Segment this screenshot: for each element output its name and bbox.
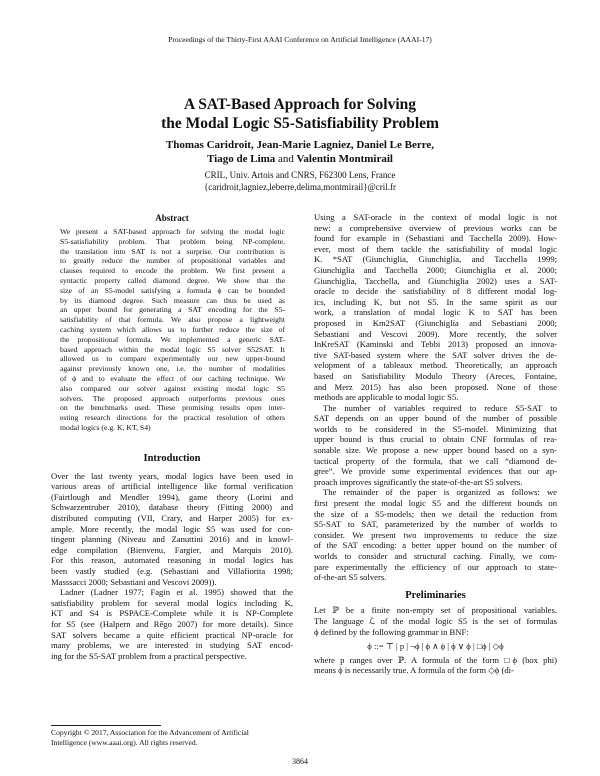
text-line: distributed computing (VII, Crary, and Harper 2005) for ex- bbox=[51, 512, 293, 523]
text-line: satisfiability of that formula. We also propose a lightweight bbox=[60, 315, 285, 325]
text-line: consider. We present two improvements to reduce the size bbox=[314, 529, 557, 540]
title-line-2: the Modal Logic S5-Satisfiability Problem bbox=[161, 115, 439, 132]
text-line: InKreSAT (Kaminski and Tebbi 2013) proposed an innova- bbox=[314, 339, 557, 350]
text-line: edge compilation (Bienvenu, Fargier, and Marquis 2010). bbox=[51, 544, 293, 555]
text-line: Let ℙ be a finite non-empty set of propositional variables. bbox=[314, 605, 557, 616]
text-line: on the benchmarks used. These promising results open inter- bbox=[60, 403, 285, 413]
paper-title bbox=[0, 95, 600, 133]
text-line: pare experimentally the efficiency of our approach to state- bbox=[314, 561, 557, 572]
footnote-rule bbox=[51, 725, 161, 726]
text-line: tive SAT-based system where the SAT solver drives the de- bbox=[314, 349, 557, 360]
copyright-notice bbox=[51, 728, 293, 747]
text-line: S5-satisfiability problem. That problem being NP-complete, bbox=[60, 236, 285, 246]
text-line: many problems, we are interested in studying SAT encod- bbox=[51, 640, 293, 651]
text-line: Giunchiglia, Tacchella, and Giunchiglia 2002) uses a SAT- bbox=[314, 275, 557, 286]
text-line: oracle to decide the satisfiability of 8 different modal log- bbox=[314, 286, 557, 297]
right-paragraph-1 bbox=[314, 212, 557, 403]
text-line: for S5 (see (Halpern and Rêgo 2007) for more details). Since bbox=[51, 618, 293, 629]
text-line: We present a SAT-based approach for solving the modal logic bbox=[60, 227, 285, 236]
text-line: Giunchiglia and Tacchella 2000; Giunchiglia et al. 2000; bbox=[314, 264, 557, 275]
right-column bbox=[314, 212, 557, 676]
text-line: also compared our solver against existing modal logic S5 bbox=[60, 383, 285, 393]
text-line: KT and S4 is PSPACE-Complete while it is NP-Complete bbox=[51, 608, 293, 619]
text-line: to greatly reduce the number of propositional variables and bbox=[60, 256, 285, 266]
text-line: by its diamond degree. Such measure can thus be used as bbox=[60, 295, 285, 305]
copyright-line-2: Intelligence (www.aaai.org). All rights reserved. bbox=[51, 737, 198, 747]
text-line: an upper bound for generating a SAT encoding for the S5- bbox=[60, 305, 285, 315]
text-line: tactical property of the formula, that we call “diamond de- bbox=[314, 455, 557, 466]
text-line: sonable size. We propose a new upper bound based on a syn- bbox=[314, 445, 557, 456]
abstract-heading: Abstract bbox=[155, 213, 189, 223]
text-line: Using a SAT-oracle in the context of modal logic is not bbox=[314, 212, 557, 222]
abstract-body bbox=[60, 227, 285, 433]
text-line: methods are applicable to modal logic S5. bbox=[314, 392, 459, 403]
copyright-line-1: Copyright © 2017, Association for the Advancement of Artificial bbox=[51, 728, 249, 737]
bnf-grammar: ϕ ::= ⊤ | p | ¬ϕ | ϕ ∧ ϕ | ϕ ∨ ϕ | □ϕ | ◇ϕ bbox=[367, 641, 504, 652]
text-line: means ϕ is necessarily true. A formula of the form ◇ϕ (di- bbox=[314, 665, 514, 676]
text-line: K. *SAT (Giunchiglia, Giunchiglia, and Tacchella 1999; bbox=[314, 254, 557, 265]
affiliation bbox=[0, 170, 600, 193]
text-line: caching system which allows us to further reduce the size of bbox=[60, 324, 285, 334]
text-line: The language ℒ of the modal logic S5 is the set of formulas bbox=[314, 615, 557, 626]
text-line: Ladner (Ladner 1977; Fagin et al. 1995) showed that the bbox=[60, 587, 293, 598]
author-tiago: Tiago de Lima bbox=[207, 153, 276, 165]
author-and: and bbox=[278, 153, 294, 165]
text-line: SAT depends on an upper bound of the number of possible bbox=[314, 413, 557, 424]
text-line: work, a translation of modal logic K to SAT has been bbox=[314, 307, 557, 318]
text-line: satisfiability problem for several modal logics including K, bbox=[51, 597, 293, 608]
preliminaries-continued bbox=[314, 655, 557, 676]
text-line: Masssacci 2000; Sebastiani and Vescovi 2009)). bbox=[51, 576, 217, 587]
title-line-1: A SAT-Based Approach for Solving bbox=[184, 96, 416, 113]
text-line: ever, most of them tackle the satisfiability of modal logic bbox=[314, 243, 557, 254]
text-line: against previously known one, i.e. the number of modalities bbox=[60, 364, 285, 374]
text-line: The remainder of the paper is organized as follows: we bbox=[323, 487, 557, 498]
authors-line-1: Thomas Caridroit, Jean-Marie Lagniez, Daniel Le Berre, bbox=[165, 139, 435, 151]
text-line: clauses required to encode the problem. We first present a bbox=[60, 266, 285, 276]
text-line: esting research directions for the practical resolution of others bbox=[60, 413, 285, 423]
text-line: various areas of artificial intelligence like formal verification bbox=[51, 481, 293, 492]
text-line: worlds to be considered in the S5-model. Minimizing that bbox=[314, 423, 557, 434]
text-line: first present the modal logic S5 and the different bounds on bbox=[314, 498, 557, 509]
text-line: upper bound is thus crucial to obtain CNF formulas of rea- bbox=[314, 434, 557, 445]
text-line: Sebastiani and Vescovi 2009). More recently, the solver bbox=[314, 328, 557, 339]
text-line: modal logics (e.g. K, KT, S4) bbox=[60, 422, 151, 432]
text-line: tingent planning (Niveau and Zanuttini 2016) and in knowl- bbox=[51, 534, 293, 545]
text-line: allowed us to compare experimentally our new upper-bound bbox=[60, 354, 285, 364]
text-line: size of an S5-model satisfying a formula ϕ can be bounded bbox=[60, 285, 285, 295]
author-valentin: Valentin Montmirail bbox=[296, 153, 393, 165]
text-line: where p ranges over ℙ. A formula of the form □ϕ (box phi) bbox=[314, 654, 557, 665]
text-line: ample. More recently, the modal logic S5 was used for con- bbox=[51, 523, 293, 534]
text-line: ics, including K, but not S5. In the same spirit as our bbox=[314, 296, 557, 307]
text-line: velopment of a tableaux method. Theoretically, an approach bbox=[314, 360, 557, 371]
text-line: worlds to consider and structural caching. Finally, we com- bbox=[314, 551, 557, 561]
text-line: found for example in (Sebastiani and Tacchella 2009). How- bbox=[314, 233, 557, 244]
introduction-section bbox=[51, 454, 293, 661]
preliminaries-heading: Preliminaries bbox=[405, 589, 466, 601]
text-line: (Fairtlough and Mendler 1994), game theory (Lorini and bbox=[51, 491, 293, 502]
intro-paragraph-2 bbox=[51, 587, 293, 661]
text-line: of-the-art S5 solvers. bbox=[314, 572, 387, 583]
right-paragraph-2 bbox=[314, 403, 557, 488]
text-line: based on Satisfiability Modulo Theory (Areces, Fontaine, bbox=[314, 370, 557, 381]
text-line: been vastly studied (e.g. (Sebastiani and Villafiorita 1998; bbox=[51, 565, 293, 576]
author-list bbox=[0, 138, 600, 166]
text-line: of ϕ and to evaluate the effect of our caching technique. We bbox=[60, 373, 285, 383]
text-line: S5-SAT to SAT, parameterized by the number of worlds to bbox=[314, 519, 557, 530]
text-line: solvers. The proposed approach outperforms previous ones bbox=[60, 393, 285, 403]
right-paragraph-3 bbox=[314, 487, 557, 582]
text-line: proposed in Km2SAT (Giunchiglia and Sebastiani 2000; bbox=[314, 317, 557, 328]
text-line: SAT solvers became a quite efficient practical NP-oracle for bbox=[51, 629, 293, 640]
text-line: the size of a S5-models; then we detail the reduction from bbox=[314, 508, 557, 519]
affiliation-emails: {caridroit,lagniez,leberre,delima,montmirail}@cril.fr bbox=[203, 181, 397, 192]
text-line: syntactic property called diamond degree. We show that the bbox=[60, 275, 285, 285]
text-line: ϕ defined by the following grammar in BNF: bbox=[314, 626, 469, 637]
text-line: of the SAT encoding: a better upper bound on the number of bbox=[314, 540, 557, 551]
text-line: Schwarzentruber 2010), database theory (Fitting 2000) and bbox=[51, 502, 293, 513]
text-line: based approach within the modal logic S5 solver S52SAT. It bbox=[60, 344, 285, 354]
text-line: The number of variables required to reduce S5-SAT to bbox=[323, 402, 557, 413]
introduction-heading: Introduction bbox=[143, 453, 201, 464]
running-header: Proceedings of the Thirty-First AAAI Conference on Artificial Intelligence (AAAI-17) bbox=[168, 35, 432, 44]
preliminaries-paragraph bbox=[314, 605, 557, 637]
intro-paragraph-1 bbox=[51, 471, 293, 588]
page-number: 3864 bbox=[292, 757, 308, 766]
text-line: Over the last twenty years, modal logics have been used in bbox=[51, 470, 293, 481]
affiliation-institution: CRIL, Univ. Artois and CNRS, F62300 Lens, France bbox=[204, 170, 396, 180]
text-line: the translation into SAT is not a surprise. Our contribution is bbox=[60, 246, 285, 256]
text-line: ing for the S5-SAT problem from a practical perspective. bbox=[51, 650, 247, 661]
text-line: proach improves significantly the state-of-the-art S5 solvers. bbox=[314, 476, 523, 487]
authors-line-2 bbox=[0, 152, 600, 166]
text-line: and Merz 2015) has also been proposed. None of those bbox=[314, 381, 557, 392]
text-line: new: a comprehensive overview of previous works can be bbox=[314, 222, 557, 233]
text-line: the propositional formula. We implemented a generic SAT- bbox=[60, 334, 285, 344]
text-line: gree”. We provide some experimental evidences that our ap- bbox=[314, 466, 557, 477]
text-line: For this reason, automated reasoning in modal logics has bbox=[51, 555, 293, 566]
